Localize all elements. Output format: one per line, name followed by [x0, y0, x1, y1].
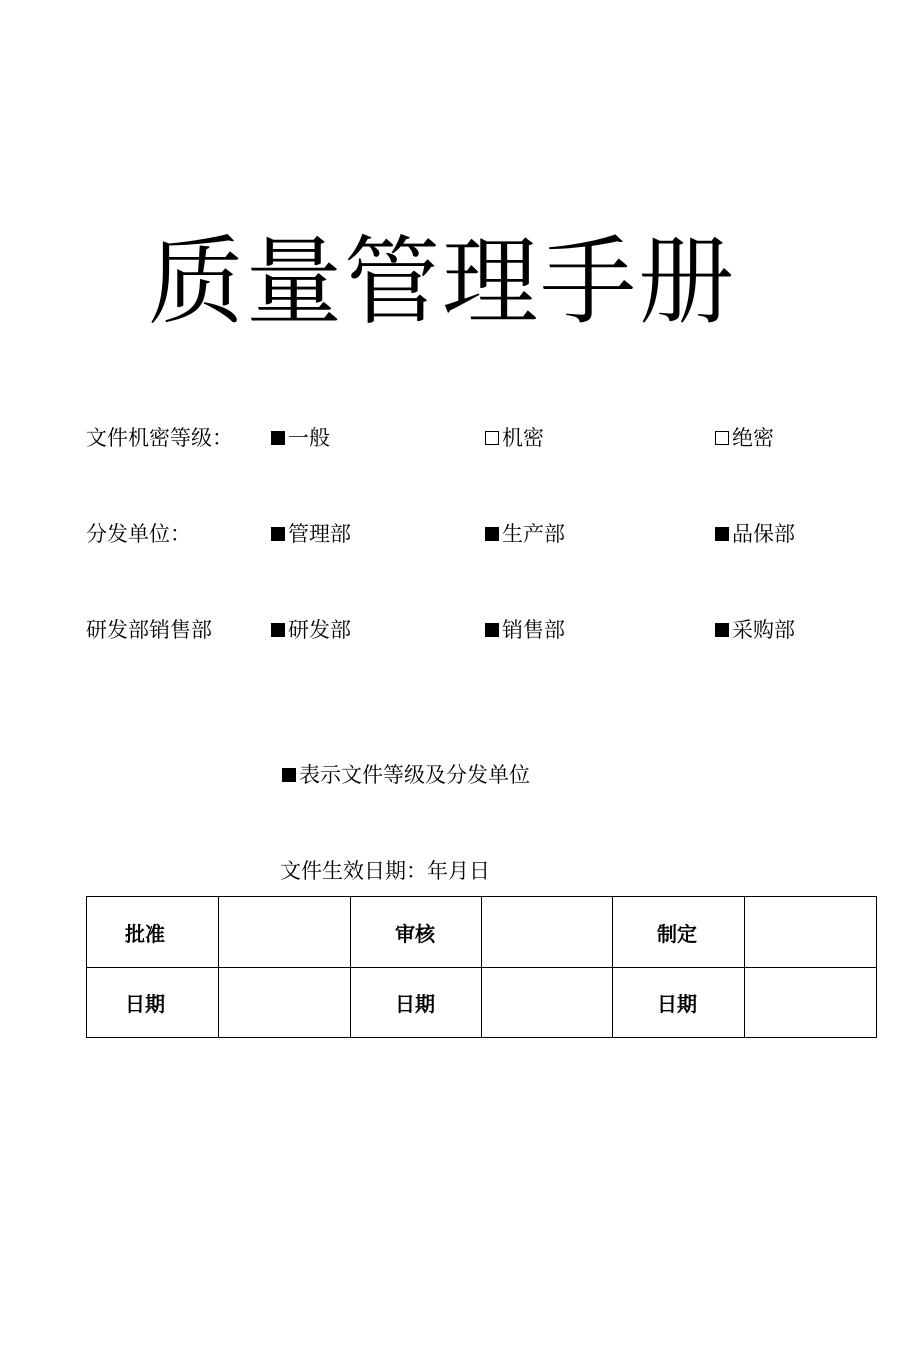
- distribution-option-management[interactable]: [271, 519, 351, 549]
- checkbox-checked-icon[interactable]: [485, 527, 499, 541]
- review-date-label: 日期: [351, 968, 482, 1038]
- checkbox-checked-icon[interactable]: [271, 527, 285, 541]
- document-title: 质量管理手册: [148, 226, 736, 338]
- classification-option-top-secret[interactable]: [715, 423, 774, 453]
- prepare-date-field[interactable]: [745, 968, 877, 1038]
- checkbox-checked-icon[interactable]: [715, 527, 729, 541]
- option-label: 一般: [288, 426, 330, 450]
- review-date-field[interactable]: [482, 968, 613, 1038]
- signature-table: [86, 896, 877, 1038]
- checkbox-checked-icon[interactable]: [485, 623, 499, 637]
- distribution-label: 分发单位：: [86, 522, 191, 546]
- distribution-option-sales[interactable]: [485, 615, 565, 645]
- review-field[interactable]: [482, 897, 613, 968]
- filled-square-icon: [282, 768, 296, 782]
- option-label: 采购部: [732, 618, 795, 642]
- checkbox-checked-icon[interactable]: [271, 623, 285, 637]
- checkbox-unchecked-icon[interactable]: [715, 431, 729, 445]
- classification-option-confidential[interactable]: [485, 423, 544, 453]
- review-label: 审核: [351, 897, 482, 968]
- approve-date-field[interactable]: [219, 968, 351, 1038]
- checkbox-checked-icon[interactable]: [715, 623, 729, 637]
- checkbox-unchecked-icon[interactable]: [485, 431, 499, 445]
- classification-option-general[interactable]: [271, 423, 330, 453]
- option-label: 销售部: [502, 618, 565, 642]
- legend-note: [282, 760, 530, 790]
- approve-date-label: 日期: [87, 968, 219, 1038]
- option-label: 管理部: [288, 522, 351, 546]
- checkbox-checked-icon[interactable]: [271, 431, 285, 445]
- option-label: 生产部: [502, 522, 565, 546]
- distribution-row: [86, 519, 846, 549]
- distribution-option-production[interactable]: [485, 519, 565, 549]
- approve-field[interactable]: [219, 897, 351, 968]
- option-label: 研发部: [288, 618, 351, 642]
- distribution-option-quality[interactable]: [715, 519, 795, 549]
- distribution-option-purchasing[interactable]: [715, 615, 795, 645]
- legend-text: 表示文件等级及分发单位: [299, 763, 530, 787]
- classification-row: [86, 423, 846, 453]
- prepare-label: 制定: [613, 897, 745, 968]
- option-label: 绝密: [732, 426, 774, 450]
- table-row: [87, 897, 877, 968]
- distribution-row-2-label: 研发部销售部: [86, 618, 212, 642]
- distribution-option-rnd[interactable]: [271, 615, 351, 645]
- distribution-row-2: [86, 615, 846, 645]
- effective-date: 文件生效日期：年月日: [280, 859, 490, 883]
- option-label: 品保部: [732, 522, 795, 546]
- prepare-field[interactable]: [745, 897, 877, 968]
- classification-label: 文件机密等级：: [86, 426, 233, 450]
- prepare-date-label: 日期: [613, 968, 745, 1038]
- approve-label: 批准: [87, 897, 219, 968]
- option-label: 机密: [502, 426, 544, 450]
- table-row: [87, 968, 877, 1038]
